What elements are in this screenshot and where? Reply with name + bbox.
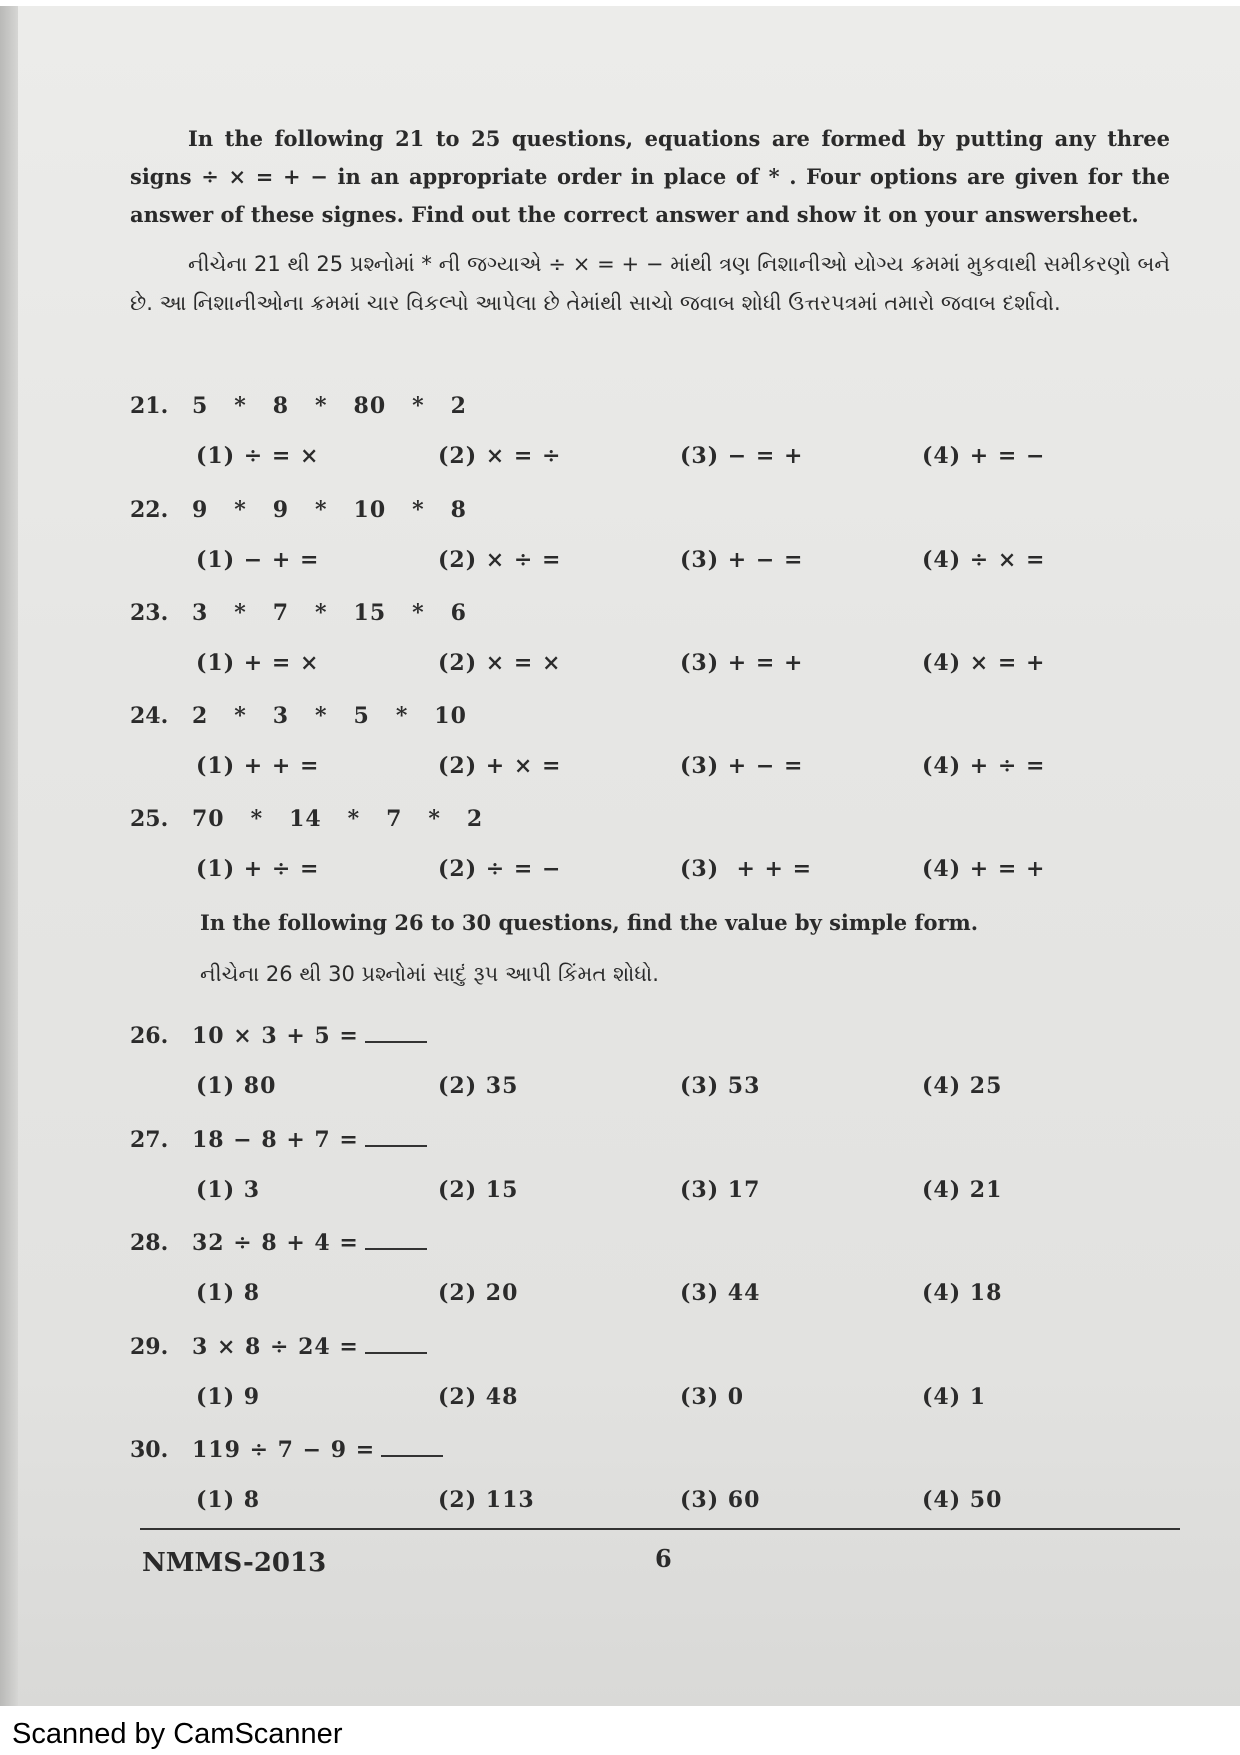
option-1: (1) 80: [196, 1073, 277, 1099]
option-3: (3) + − =: [680, 547, 804, 573]
option-4: (4) 25: [922, 1073, 1003, 1099]
option-1: (1) 3: [196, 1177, 261, 1203]
option-1: (1) 8: [196, 1280, 261, 1306]
options: [196, 856, 1196, 888]
section-instruction-english: In the following 26 to 30 questions, find the value by simple form.: [200, 910, 979, 935]
option-4: (4) 18: [922, 1280, 1003, 1306]
options: [196, 1280, 1196, 1312]
option-2: (2) 15: [438, 1177, 519, 1203]
answer-blank: [365, 1338, 427, 1354]
option-2: (2) 48: [438, 1384, 519, 1410]
option-1: (1) + ÷ =: [196, 856, 320, 882]
option-4: (4) + = +: [922, 856, 1046, 882]
options: [196, 443, 1196, 475]
option-2: (2) ÷ = −: [438, 856, 562, 882]
option-2: (2) × = ×: [438, 650, 562, 676]
page-number: 6: [655, 1544, 672, 1573]
answer-blank: [365, 1027, 427, 1043]
question-number: 23.: [130, 600, 169, 626]
option-3: (3) 44: [680, 1280, 761, 1306]
answer-blank: [365, 1131, 427, 1147]
intro-english: In the following 21 to 25 questions, equations are formed by putting any three signs ÷ × = + − in an appropriate order in place of * . Four options are given for the answer of these signes. Find out the correct answer and show it on your answersheet.: [130, 126, 1170, 227]
question-text: 3 * 7 * 15 * 6: [192, 600, 467, 626]
question-number: 26.: [130, 1023, 169, 1049]
option-2: (2) × = ÷: [438, 443, 562, 469]
question-text: 70 * 14 * 7 * 2: [192, 806, 484, 832]
options: [196, 1384, 1196, 1416]
section-instruction-gujarati: નીચેના 26 થી 30 પ્રશ્નોમાં સાદું રૂપ આપી કિંમત શોધો.: [200, 962, 659, 986]
option-1: (1) − + =: [196, 547, 320, 573]
question-text: 32 ÷ 8 + 4 =: [192, 1230, 427, 1256]
option-1: (1) ÷ = ×: [196, 443, 320, 469]
intro-gujarati: નીચેના 21 થી 25 પ્રશ્નોમાં * ની જગ્યાએ ÷ × = + − માંથી ત્રણ નિશાનીઓ યોગ્ય ક્રમમાં મુકવાથી સમીકરણો બને છે. આ નિશાનીઓના ક્રમમાં ચાર વિકલ્પો આપેલા છે તેમાંથી સાચો જવાબ શોધી ઉત્તરપત્રમાં તમારો જવાબ દર્શાવો.: [130, 252, 1170, 315]
exam-code: NMMS-2013: [142, 1548, 327, 1578]
option-4: (4) × = +: [922, 650, 1046, 676]
question-number: 25.: [130, 806, 169, 832]
question-text: 9 * 9 * 10 * 8: [192, 497, 467, 523]
option-1: (1) + = ×: [196, 650, 320, 676]
options: [196, 547, 1196, 579]
option-4: (4) + ÷ =: [922, 753, 1046, 779]
answer-blank: [381, 1441, 443, 1457]
option-4: (4) ÷ × =: [922, 547, 1046, 573]
option-3: (3) 17: [680, 1177, 761, 1203]
option-1: (1) 8: [196, 1487, 261, 1513]
option-3: (3) + + =: [680, 856, 813, 882]
option-1: (1) + + =: [196, 753, 320, 779]
option-4: (4) 1: [922, 1384, 987, 1410]
question-number: 22.: [130, 497, 169, 523]
options: [196, 1073, 1196, 1105]
question-number: 24.: [130, 703, 169, 729]
option-3: (3) − = +: [680, 443, 804, 469]
options: [196, 753, 1196, 785]
option-2: (2) 35: [438, 1073, 519, 1099]
option-3: (3) + − =: [680, 753, 804, 779]
options: [196, 1487, 1196, 1519]
question-text: 18 − 8 + 7 =: [192, 1127, 427, 1153]
question-number: 27.: [130, 1127, 169, 1153]
question-number: 30.: [130, 1437, 169, 1463]
options: [196, 650, 1196, 682]
option-2: (2) 113: [438, 1487, 535, 1513]
option-3: (3) 0: [680, 1384, 745, 1410]
option-4: (4) + = −: [922, 443, 1046, 469]
option-2: (2) 20: [438, 1280, 519, 1306]
question-number: 29.: [130, 1334, 169, 1360]
option-4: (4) 50: [922, 1487, 1003, 1513]
option-3: (3) 60: [680, 1487, 761, 1513]
camscanner-watermark: Scanned by CamScanner: [12, 1718, 343, 1750]
option-2: (2) + × =: [438, 753, 562, 779]
option-4: (4) 21: [922, 1177, 1003, 1203]
footer-rule: [140, 1528, 1180, 1530]
scan-edge-shadow: [0, 6, 18, 1706]
question-text: 10 × 3 + 5 =: [192, 1023, 427, 1049]
question-text: 2 * 3 * 5 * 10: [192, 703, 467, 729]
option-1: (1) 9: [196, 1384, 261, 1410]
options: [196, 1177, 1196, 1209]
option-3: (3) + = +: [680, 650, 804, 676]
option-3: (3) 53: [680, 1073, 761, 1099]
question-number: 28.: [130, 1230, 169, 1256]
option-2: (2) × ÷ =: [438, 547, 562, 573]
question-text: 119 ÷ 7 − 9 =: [192, 1437, 443, 1463]
question-text: 3 × 8 ÷ 24 =: [192, 1334, 427, 1360]
answer-blank: [365, 1234, 427, 1250]
question-text: 5 * 8 * 80 * 2: [192, 393, 467, 419]
question-number: 21.: [130, 393, 169, 419]
